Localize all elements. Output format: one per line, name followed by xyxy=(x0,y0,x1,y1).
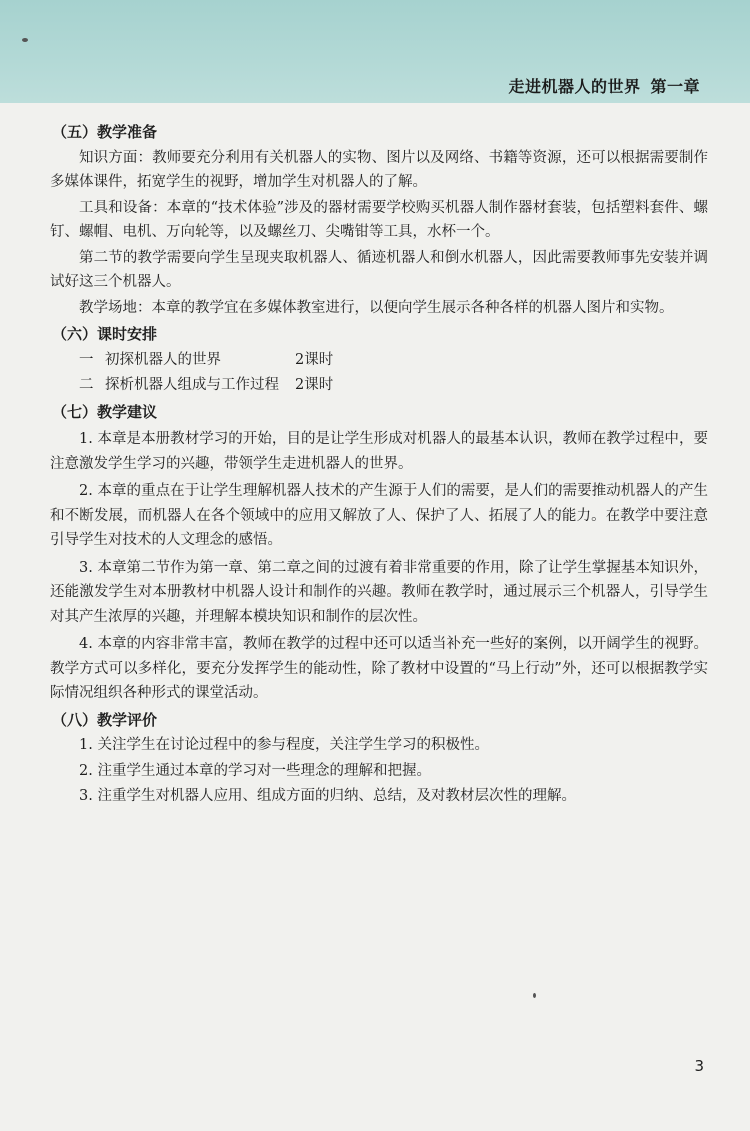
schedule-name: 探析机器人组成与工作过程 xyxy=(105,377,279,393)
header-chapter: 第一章 xyxy=(650,77,700,96)
schedule-row xyxy=(50,348,708,373)
schedule-num: 一 xyxy=(79,351,94,368)
schedule-num: 二 xyxy=(79,377,94,393)
section-title: （七）教学建议 xyxy=(52,402,158,421)
list-item: 4. 本章的内容非常丰富，教师在教学的过程中还可以适当补充一些好的案例，以开阔学生的视野。教学方式可以多样化，要充分发挥学生的能动性，除了教材中设置的“马上行动”外，还可以根据教学实际情况组织各种形式的课堂活动。 xyxy=(50,636,708,701)
page-number: 3 xyxy=(694,1057,704,1075)
page-body xyxy=(50,118,708,809)
schedule-hours: 2课时 xyxy=(295,351,334,368)
paragraph: 知识方面：教师要充分利用有关机器人的实物、图片以及网络、书籍等资源，还可以根据需要制作多媒体课件，拓宽学生的视野，增加学生对机器人的了解。 xyxy=(50,149,708,190)
list-item: 2. 注重学生通过本章的学习对一些理念的理解和把握。 xyxy=(79,762,431,779)
scan-speck xyxy=(22,38,28,42)
paragraph: 第二节的教学需要向学生呈现夹取机器人、循迹机器人和倒水机器人，因此需要教师事先安装并调试好这三个机器人。 xyxy=(50,249,708,290)
list-item: 1. 本章是本册教材学习的开始，目的是让学生形成对机器人的最基本认识，教师在教学过程中，要注意激发学生学习的兴趣，带领学生走进机器人的世界。 xyxy=(50,431,708,472)
list-item: 3. 本章第二节作为第一章、第二章之间的过渡有着非常重要的作用，除了让学生掌握基本知识外，还能激发学生对本册教材中机器人设计和制作的兴趣。教师在教学时，通过展示三个机器人，引导学生对其产生浓厚的兴趣，并理解本模块知识和制作的层次性。 xyxy=(50,559,708,625)
section-title: （六）课时安排 xyxy=(52,325,158,343)
list-item: 1. 关注学生在讨论过程中的参与程度，关注学生学习的积极性。 xyxy=(79,737,489,753)
paragraph: 工具和设备：本章的“技术体验”涉及的器材需要学校购买机器人制作器材套装，包括塑料套件、螺钉、螺帽、电机、万向轮等，以及螺丝刀、尖嘴钳等工具，水杯一个。 xyxy=(50,199,708,240)
list-item: 2. 本章的重点在于让学生理解机器人技术的产生源于人们的需要，是人们的需要推动机器人的产生和不断发展，而机器人在各个领域中的应用又解放了人、保护了人、拓展了人的能力。在教学中要注意引导学生对技术的人文理念的感悟。 xyxy=(50,483,708,548)
header-title: 走进机器人的世界 xyxy=(508,77,641,96)
section-title: （八）教学评价 xyxy=(52,710,158,729)
scan-speck xyxy=(533,993,536,998)
paragraph: 教学场地：本章的教学宜在多媒体教室进行，以便向学生展示各种各样的机器人图片和实物。 xyxy=(79,299,674,316)
advice-list xyxy=(50,427,708,706)
section-title: （五）教学准备 xyxy=(52,123,158,141)
schedule-name: 初探机器人的世界 xyxy=(105,351,221,368)
list-item: 3. 注重学生对机器人应用、组成方面的归纳、总结，及对教材层次性的理解。 xyxy=(79,788,576,804)
schedule-hours: 2课时 xyxy=(295,377,334,393)
running-header xyxy=(508,74,700,97)
schedule-row xyxy=(50,373,708,398)
